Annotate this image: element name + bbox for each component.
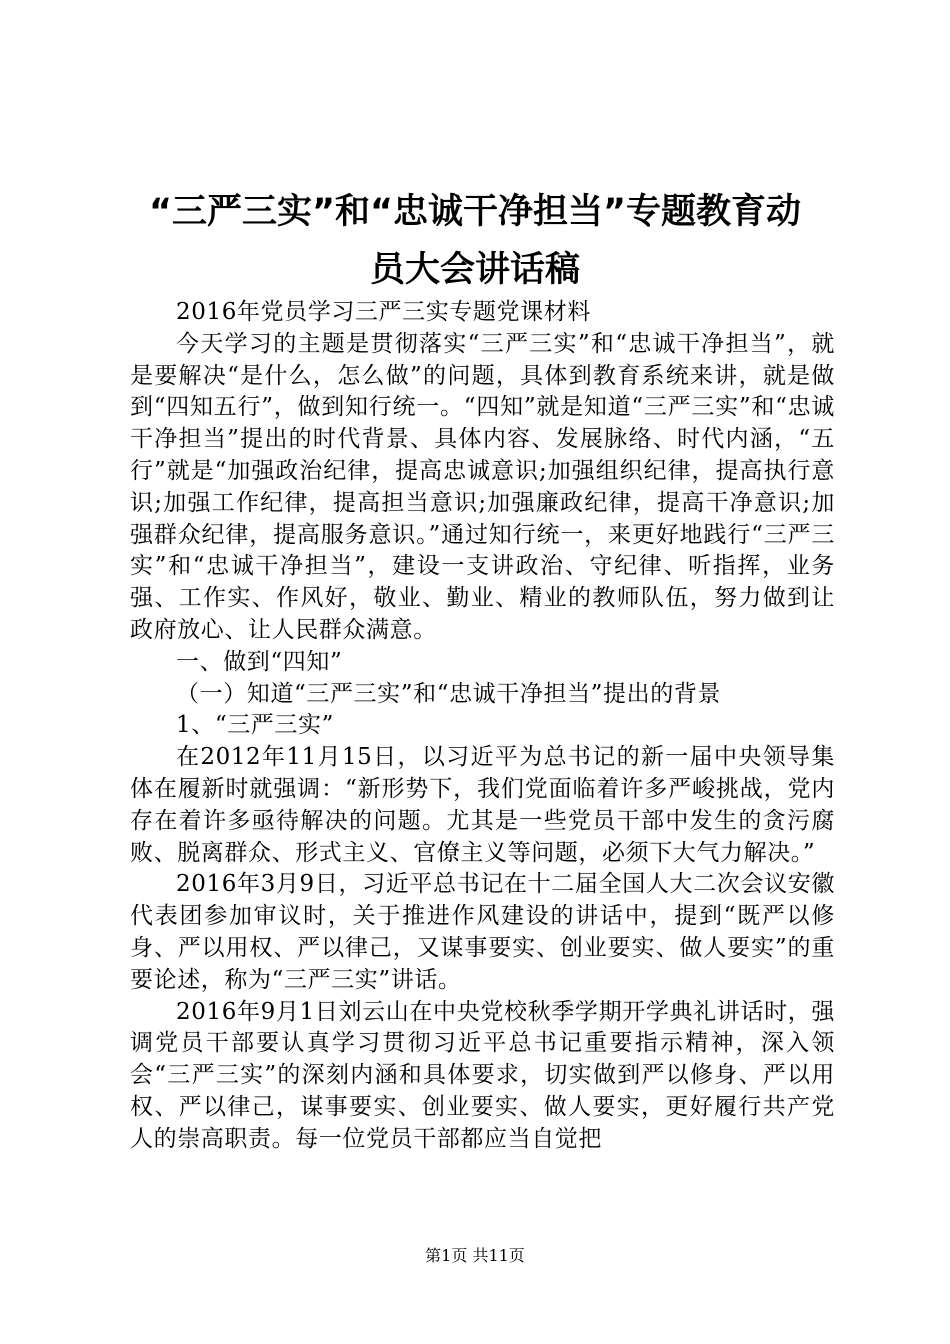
subsection-heading: （一）知道“三严三实”和“忠诚干净担当”提出的背景 xyxy=(176,680,722,707)
paragraph-subtitle: 2016年党员学习三严三实专题党课材料 xyxy=(176,299,591,325)
paragraph: 在2012年11月15日，以习近平为总书记的新一届中央领导集体在履新时就强调：“新形势下，我们党面临着许多严峻挑战，党内存在着许多亟待解决的问题。尤其是一些党员干部中发生的贪污腐败、脱离群众、形式主义、官僚主义等问题，必须下大气力解决。” xyxy=(130,744,835,866)
section-heading: 一、做到“四知” xyxy=(176,648,343,675)
document-body xyxy=(130,297,835,1156)
item-heading: 1、“三严三实” xyxy=(176,712,334,739)
paragraph: 2016年9月1日刘云山在中央党校秋季学期开学典礼讲话时，强调党员干部要认真学习贯彻习近平总书记重要指示精神，深入领会“三严三实”的深刻内涵和具体要求，切实做到严以修身、严以用权、严以律己，谋事要实、创业要实、做人要实，更好履行共产党人的崇高职责。每一位党员干部都应当自觉把 xyxy=(130,998,835,1152)
document-title-line1: “三严三实”和“忠诚干净担当”专题教育动 xyxy=(148,192,801,232)
page-footer: 第1页 共11页 xyxy=(425,1246,525,1265)
paragraph: 2016年3月9日，习近平总书记在十二届全国人大二次会议安徽代表团参加审议时，关于推进作风建设的讲话中，提到“既严以修身、严以用权、严以律己，又谋事要实、创业要实、做人要实”的重要论述，称为“三严三实”讲话。 xyxy=(130,871,835,993)
document-title-line2: 员大会讲话稿 xyxy=(369,250,580,290)
paragraph-intro: 今天学习的主题是贯彻落实“三严三实”和“忠诚干净担当”，就是要解决“是什么，怎么做”的问题，具体到教育系统来讲，就是做到“四知五行”，做到知行统一。“四知”就是知道“三严三实”和“忠诚干净担当”提出的时代背景、具体内容、发展脉络、时代内涵，“五行”就是“加强政治纪律，提高忠诚意识;加强组织纪律，提高执行意识;加强工作纪律，提高担当意识;加强廉政纪律，提高干净意识;加强群众纪律，提高服务意识。”通过知行统一，来更好地践行“三严三实”和“忠诚干净担当”，建设一支讲政治、守纪律、听指挥，业务强、工作实、作风好，敬业、勤业、精业的教师队伍，努力做到让政府放心、让人民群众满意。 xyxy=(130,330,835,643)
